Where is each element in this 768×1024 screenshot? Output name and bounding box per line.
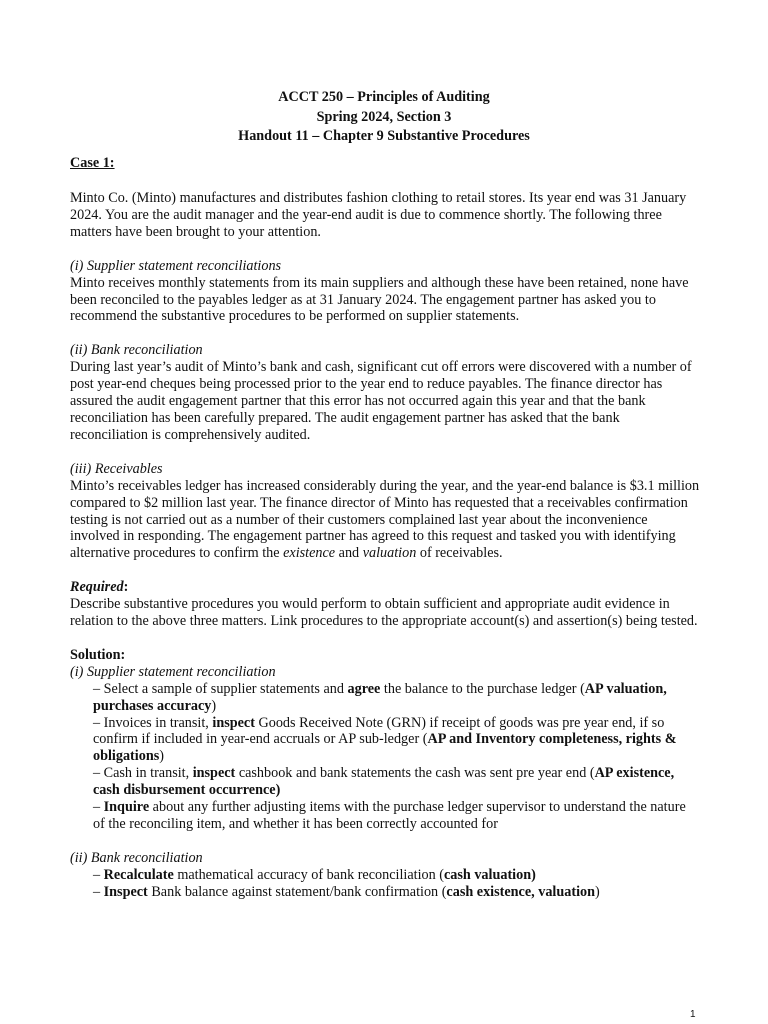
text-run: and (335, 545, 363, 562)
text-run: – Invoices in transit, (93, 714, 213, 731)
case-section-text (70, 359, 700, 444)
solution-bullet (70, 884, 700, 901)
text-run: ) (595, 883, 600, 900)
term-section: Spring 2024, Section 3 (316, 108, 452, 125)
required-text: Describe substantive procedures you would perform to obtain sufficient and appropriate audit evidence in relation to the above three matters. Link procedures to the appropriate account(s) and assertion(s) being tested. (70, 596, 698, 630)
document-header (70, 88, 698, 147)
solution-part-heading: (ii) Bank reconciliation (70, 849, 203, 866)
text-run: mathematical accuracy of bank reconciliation ( (173, 866, 444, 883)
case-section-text (70, 275, 700, 326)
solution-bullet (70, 867, 700, 884)
bold-text: cash valuation) (443, 866, 536, 883)
bold-text: AP valuation, purchases accuracy (93, 680, 667, 714)
solution-label: Solution: (70, 646, 126, 663)
text-run: – (93, 883, 104, 900)
text-run: Goods Received Note (GRN) if receipt of goods was pre year end, if so confirm if included in year-end accruals or AP sub-ledger ( (93, 714, 665, 748)
solution-bullet (70, 715, 700, 766)
italic-text: existence (283, 545, 336, 562)
case-section-heading: (ii) Bank reconciliation (70, 342, 203, 359)
solution-part (70, 850, 700, 901)
page-number: 1 (690, 1009, 696, 1020)
text-run: Minto receives monthly statements from its main suppliers and although these have been retained, none have been reconciled to the payables ledger as at 31 January 2024. The engagement partner has asked you to recommend the substantive procedures to be performed on supplier statements. (70, 274, 689, 325)
case-label: Case 1: (70, 155, 115, 171)
text-run: – (93, 799, 104, 816)
required-section (70, 579, 700, 630)
solution-part (70, 664, 700, 833)
case-intro: Minto Co. (Minto) manufactures and distributes fashion clothing to retail stores. Its year end was 31 January 2024. You are the audit manager and the year-end audit is due to commence shortly. The following three matters have been brought to your attention. (70, 190, 687, 240)
case-section (70, 461, 700, 562)
text-run: the balance to the purchase ledger ( (380, 680, 585, 697)
solution-part-heading: (i) Supplier statement reconciliation (70, 663, 276, 680)
required-label: Required (70, 579, 124, 596)
solution-bullet (70, 681, 700, 715)
required-colon: : (123, 579, 129, 596)
solution-bullet (70, 799, 700, 833)
text-run: of receivables. (416, 545, 503, 562)
bold-text: AP and Inventory completeness, rights & obligations (93, 731, 677, 765)
case-sections (70, 258, 700, 563)
bold-text: AP existence, cash disbursement occurrence) (93, 765, 675, 799)
case-section-heading: (i) Supplier statement reconciliations (70, 257, 282, 274)
case-section-heading: (iii) Receivables (70, 460, 163, 477)
document-body (70, 155, 700, 901)
bold-text: Recalculate (103, 866, 174, 883)
bold-text: inspect (192, 765, 236, 782)
bold-text: Inspect (103, 883, 148, 900)
text-run: ) (159, 748, 164, 765)
text-run: – (93, 866, 104, 883)
bold-text: cash existence, valuation (446, 883, 595, 900)
text-run: – Select a sample of supplier statements and (93, 680, 348, 697)
text-run: – Cash in transit, (93, 765, 193, 782)
bold-text: inspect (212, 714, 255, 731)
handout-title: Handout 11 – Chapter 9 Substantive Procedures (238, 128, 530, 145)
text-run: Bank balance against statement/bank confirmation ( (147, 883, 447, 900)
solution-section (70, 647, 700, 901)
text-run: During last year’s audit of Minto’s bank and cash, significant cut off errors were discovered with a number of post year-end cheques being processed prior to the year end to reduce payables. The finance director has assured the audit engagement partner that this error has not occurred again this year and that the bank reconciliation has been carefully prepared. The audit engagement partner has asked that the bank reconciliation is comprehensively audited. (70, 359, 692, 443)
solution-bullet (70, 765, 700, 799)
text-run: ) (211, 697, 217, 714)
text-run: about any further adjusting items with the purchase ledger supervisor to understand the nature of the reconciling item, and whether it has been correctly accounted for (93, 799, 686, 832)
italic-text: valuation (362, 545, 417, 562)
bold-text: agree (347, 680, 381, 697)
case-section (70, 258, 700, 326)
bold-text: Inquire (103, 799, 150, 816)
case-section-text (70, 478, 700, 563)
case-section (70, 342, 700, 443)
solution-parts (70, 664, 700, 901)
text-run: cashbook and bank statements the cash was sent pre year end ( (235, 765, 595, 782)
course-title: ACCT 250 – Principles of Auditing (278, 89, 490, 105)
text-run: Minto’s receivables ledger has increased considerably during the year, and the year-end balance is $3.1 million compared to $2 million last year. The finance director of Minto has requested that a receivables confirmation testing is not carried out as a number of their customers complained last year about the inconvenience involved in responding. The engagement partner has agreed to this request and tasked you with identifying alternative procedures to confirm the (70, 477, 700, 562)
